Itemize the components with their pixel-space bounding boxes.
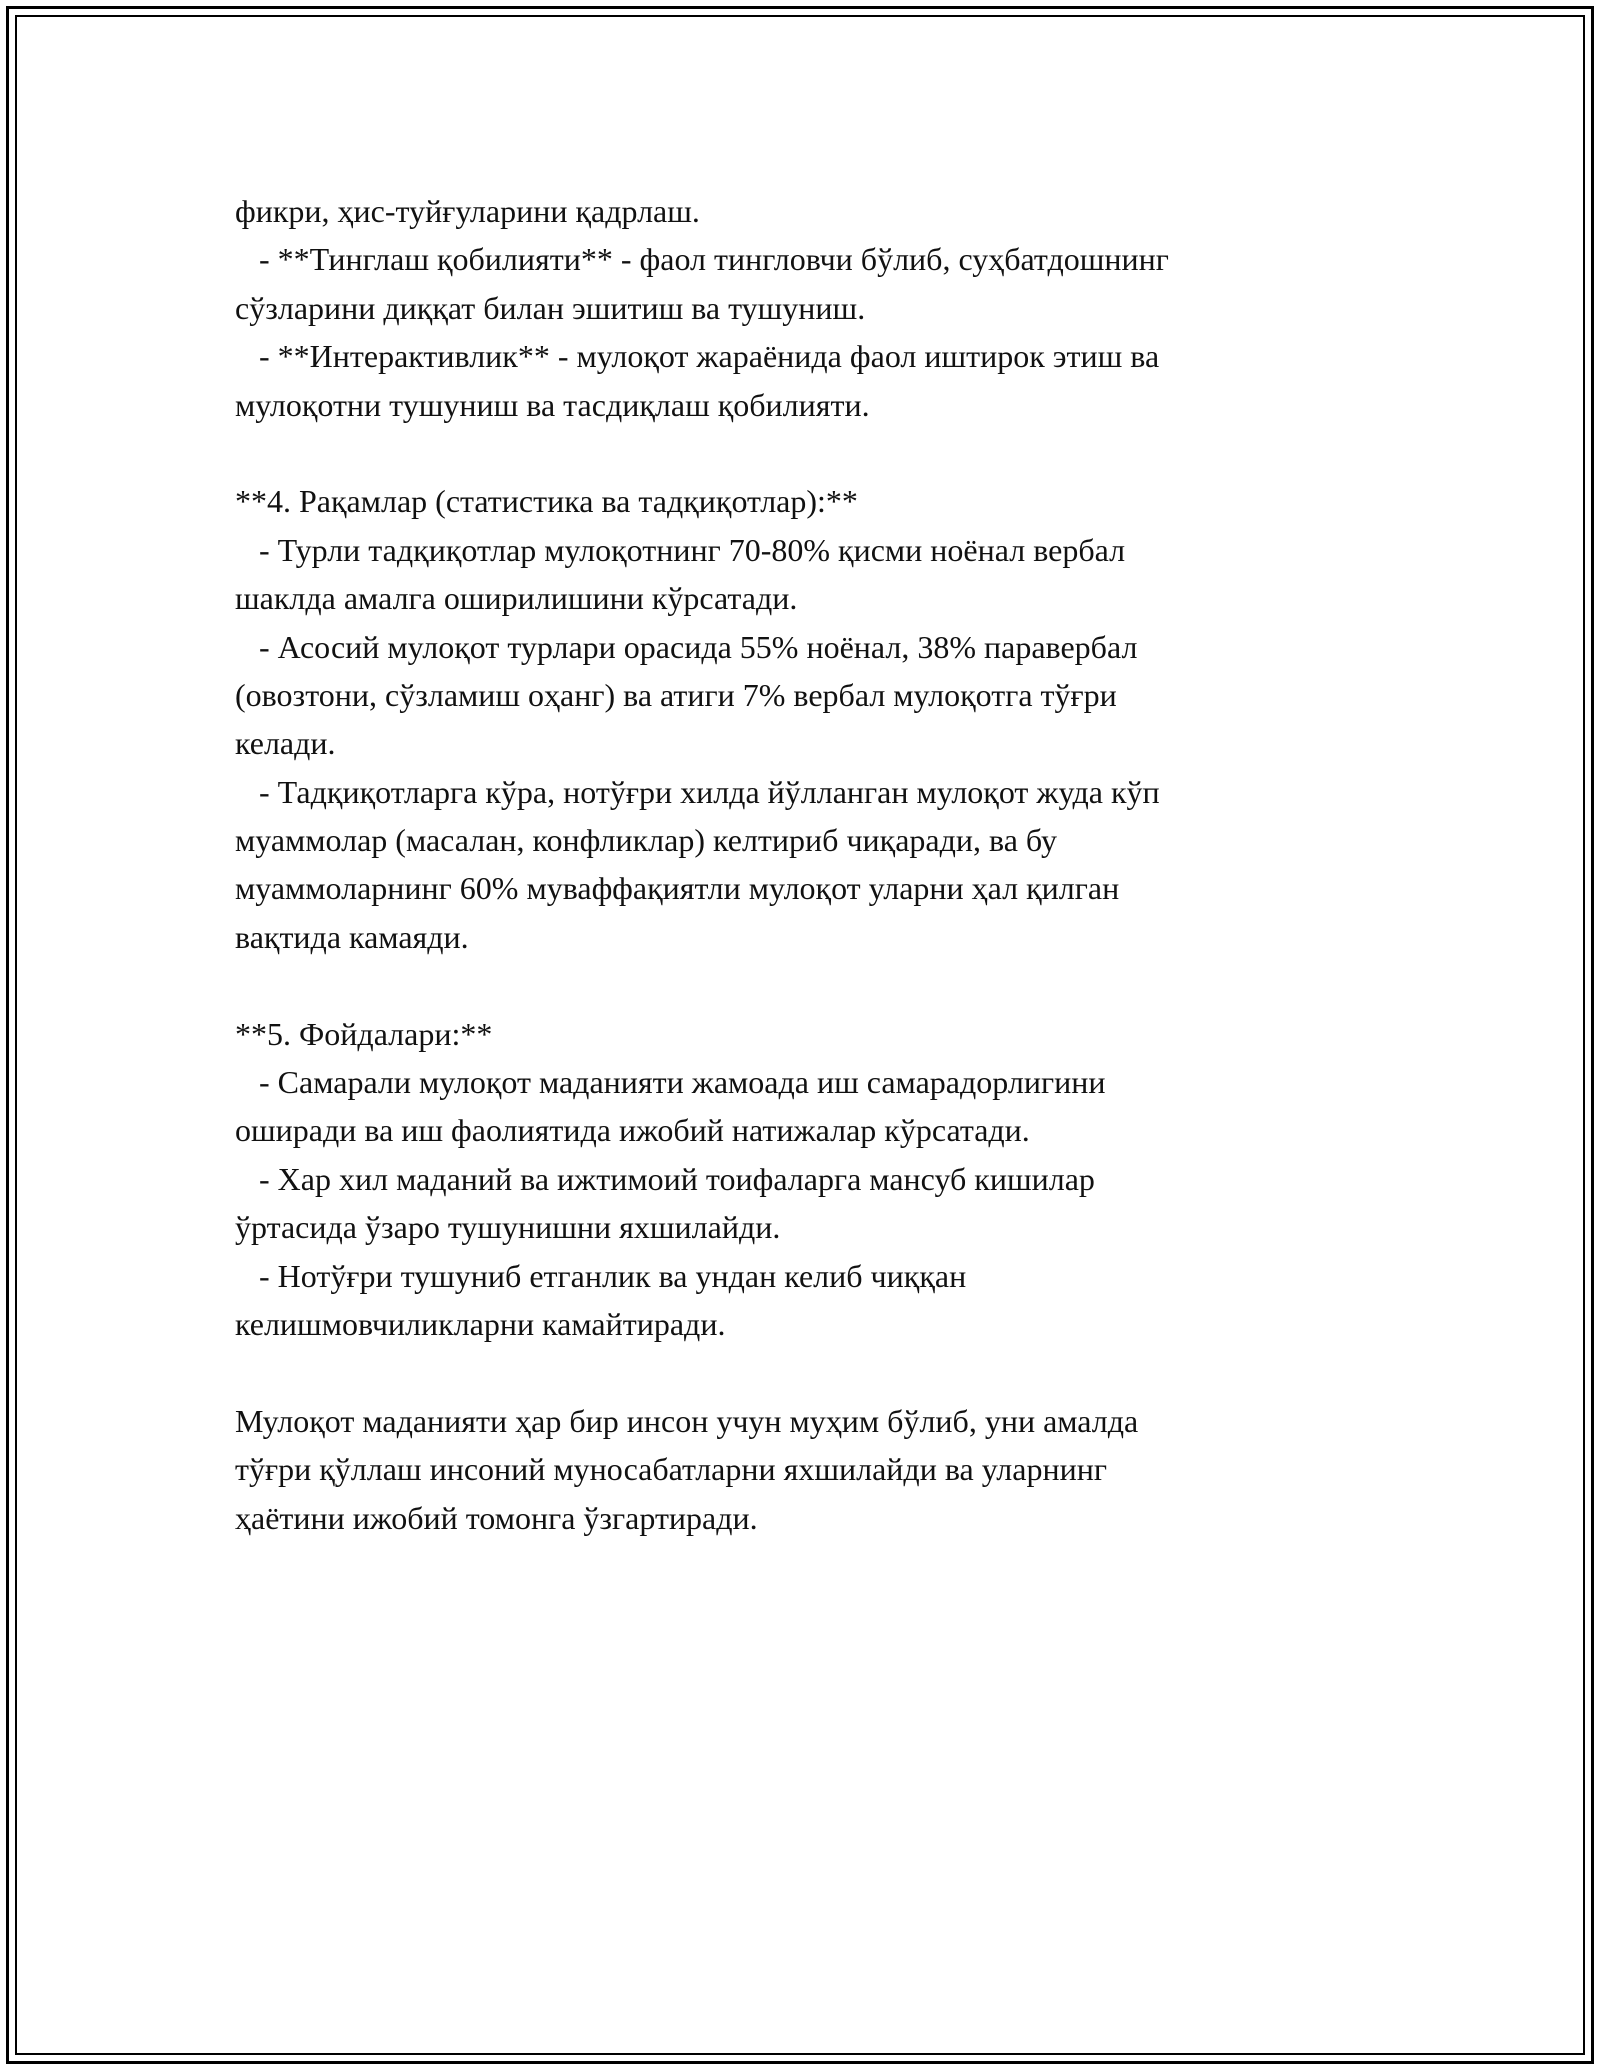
- bullet-4-1-line-1: - Турли тадқиқотлар мулоқотнинг 70-80% қисми ноёнал вербал: [235, 531, 1126, 568]
- bullet-5-3-line-2: келишмовчиликларни камайтиради.: [235, 1305, 726, 1342]
- conclusion-line-2: тўғри қўллаш инсоний муносабатларни яхшилайди ва уларнинг: [235, 1451, 1107, 1488]
- bullet-4-2-line-1: - Асосий мулоқот турлари орасида 55% ноёнал, 38% паравербал: [235, 628, 1138, 665]
- bullet-interaktivlik-line-2: мулоқотни тушуниш ва тасдиқлаш қобилияти.: [235, 386, 870, 423]
- bullet-4-1-line-2: шаклда амалга оширилишини кўрсатади.: [235, 580, 798, 617]
- conclusion-line-1: Мулоқот маданияти ҳар бир инсон учун муҳим бўлиб, уни амалда: [235, 1402, 1139, 1439]
- section-4-heading: **4. Рақамлар (статистика ва тадқиқотлар):**: [235, 483, 858, 520]
- bullet-5-2-line-2: ўртасида ўзаро тушунишни яхшилайди.: [235, 1209, 781, 1246]
- document-body: [235, 187, 1415, 1542]
- bullet-5-2-line-1: - Хар хил маданий ва ижтимоий тоифаларга мансуб кишилар: [235, 1160, 1095, 1197]
- bullet-4-3-line-3: муаммоларнинг 60% муваффақиятли мулоқот уларни ҳал қилган: [235, 870, 1120, 907]
- section-5-heading: **5. Фойдалари:**: [235, 1015, 493, 1052]
- bullet-4-3-line-4: вақтида камаяди.: [235, 918, 469, 955]
- bullet-tinglash-line-1: - **Тинглаш қобилияти** - фаол тингловчи бўлиб, суҳбатдошнинг: [235, 241, 1169, 278]
- bullet-4-2-line-2: (овозтони, сўзламиш оҳанг) ва атиги 7% вербал мулоқотга тўғри: [235, 676, 1117, 713]
- blank-line: [235, 961, 1415, 1009]
- bullet-5-1-line-1: - Самарали мулоқот маданияти жамоада иш самарадорлигини: [235, 1064, 1106, 1101]
- bullet-4-3-line-1: - Тадқиқотларга кўра, нотўғри хилда йўлланган мулоқот жуда кўп: [235, 773, 1160, 810]
- blank-line: [235, 1348, 1415, 1396]
- blank-line: [235, 429, 1415, 477]
- bullet-5-3-line-1: - Нотўғри тушуниб етганлик ва ундан келиб чиққан: [235, 1257, 967, 1294]
- bullet-4-3-line-2: муаммолар (масалан, конфликлар) келтириб чиқаради, ва бу: [235, 822, 1057, 859]
- bullet-5-1-line-2: оширади ва иш фаолиятида ижобий натижалар кўрсатади.: [235, 1112, 1030, 1149]
- bullet-4-2-line-3: келади.: [235, 725, 336, 762]
- bullet-interaktivlik-line-1: - **Интерактивлик** - мулоқот жараёнида фаол иштирок этиш ва: [235, 338, 1160, 375]
- bullet-tinglash-line-2: сўзларини диққат билан эшитиш ва тушуниш.: [235, 289, 866, 326]
- para-line-1: фикри, ҳис-туйғуларини қадрлаш.: [235, 193, 700, 229]
- conclusion-line-3: ҳаётини ижобий томонга ўзгартиради.: [235, 1499, 758, 1536]
